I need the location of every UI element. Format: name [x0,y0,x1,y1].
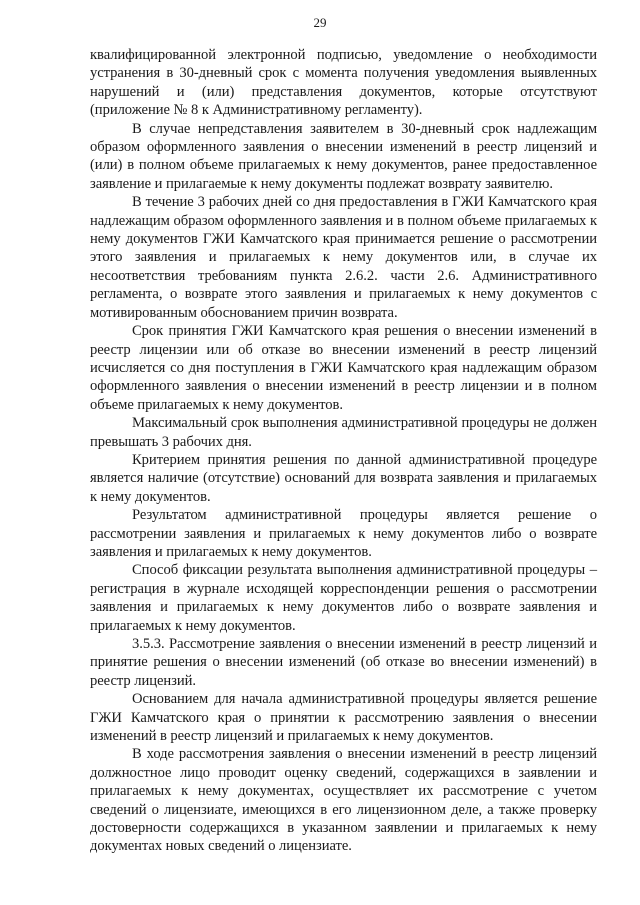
paragraph-decision-term: Срок принятия ГЖИ Камчатского края решения о внесении изменений в реестр лицензии или об отказе во внесении изменений в реестр лицензий исчисляется со дня поступления в ГЖИ Камчатского края надлежащим образом оформленного заявления о внесении изменений в реестр лицензии и в полном объеме прилагаемых к нему документов. [90,323,597,413]
paragraph-fixation-method: Способ фиксации результата выполнения административной процедуры – регистрация в журнале исходящей корреспонденции решения о рассмотрении заявления и прилагаемых к нему документов либо о возврате заявления и прилагаемых к нему документов. [90,562,597,634]
paragraph-criterion: Критерием принятия решения по данной административной процедуре является наличие (отсутствие) оснований для возврата заявления и прилагаемых к нему документов. [90,451,597,505]
paragraph-review-process: В ходе рассмотрения заявления о внесении изменений в реестр лицензий должностное лицо проводит оценку сведений, содержащихся в заявлении и прилагаемых к нему документах, осуществляет их рассмотрение с учетом сведений о лицензиате, имеющихся в его лицензионном деле, а также проверку достоверности содержащихся в указанном заявлении и прилагаемых к нему документах новых сведений о лицензиате. [90,746,597,855]
paragraph-max-term: Максимальный срок выполнения административной процедуры не должен превышать 3 рабочих дня. [90,415,597,450]
paragraph-basis: Основанием для начала административной процедуры является решение ГЖИ Камчатского края о принятии к рассмотрению заявления о внесении изменений в реестр лицензий и прилагаемых к нему документов. [90,691,597,745]
section-heading-3-5-3: 3.5.3. Рассмотрение заявления о внесении изменений в реестр лицензий и принятие решения о внесении изменений (об отказе во внесении изменений) в реестр лицензий. [90,636,597,689]
paragraph-continuation: квалифицированной электронной подписью, уведомление о необходимости устранения в 30-дневный срок с момента получения уведомления выявленных нарушений и (или) представления документов, которые отсутствуют (приложение № 8 к Административному регламенту). [90,47,597,119]
paragraph-three-days-decision: В течение 3 рабочих дней со дня предоставления в ГЖИ Камчатского края надлежащим образом оформленного заявления и в полном объеме прилагаемых к нему документов ГЖИ Камчатского края принимается решение о рассмотрении этого заявления и прилагаемых к нему документов или, в случае их несоответствия требованиям пункта 2.6.2. части 2.6. Административного регламента, о возврате этого заявления и прилагаемых к нему документов с мотивированным обоснованием причин возврата. [90,194,597,321]
document-body [90,46,597,856]
page-number: 29 [313,15,327,30]
paragraph-nonsubmission: В случае непредставления заявителем в 30-дневный срок надлежащим образом оформленного заявления о внесении изменений в реестр лицензий и (или) в полном объеме прилагаемых к нему документов, ранее предоставленное заявление и прилагаемые к нему документы подлежат возврату заявителю. [90,120,597,192]
paragraph-result: Результатом административной процедуры является решение о рассмотрении заявления и прилагаемых к нему документов либо о возврате заявления и прилагаемых к нему документов. [90,507,597,560]
